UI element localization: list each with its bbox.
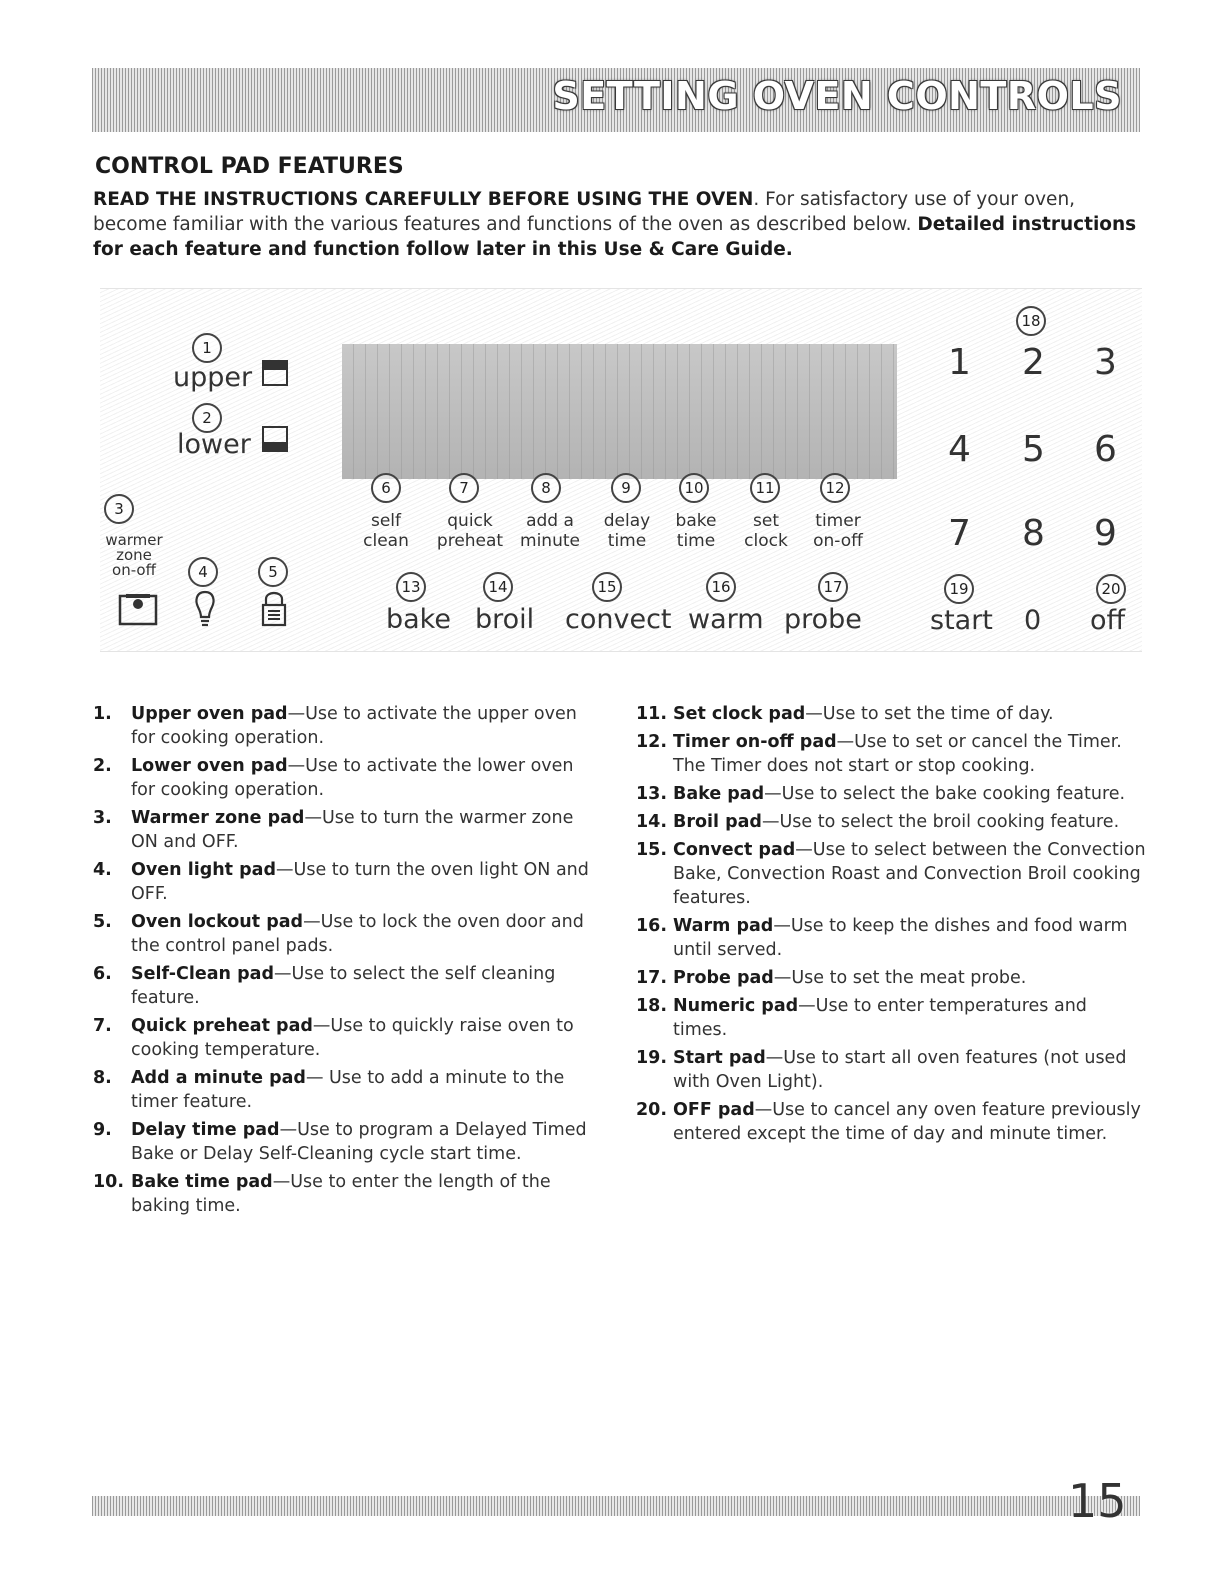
quick-preheat-line-2: preheat: [436, 531, 504, 551]
probe-pad[interactable]: probe: [784, 604, 862, 635]
marker-18: 18: [1016, 306, 1046, 336]
list-item: [93, 806, 603, 854]
marker-4: 4: [188, 557, 218, 587]
add-a-minute-line-1: add a: [526, 511, 574, 531]
item-name: Numeric pad: [673, 996, 799, 1016]
item-number: 19.: [636, 1048, 668, 1068]
item-name: Broil pad: [673, 812, 762, 832]
lower-oven-pad-label[interactable]: lower: [177, 429, 251, 460]
quick-preheat-pad[interactable]: [430, 511, 510, 551]
intro-bold-tail: Detailed instructions for each feature and function follow later in this Use & Care Guide.: [93, 214, 1137, 260]
add-a-minute-pad[interactable]: [510, 511, 590, 551]
marker-8: 8: [531, 473, 561, 503]
item-name: Timer on-off pad: [673, 732, 837, 752]
timer-on-off-pad[interactable]: [806, 511, 870, 551]
list-item: [636, 1098, 1146, 1146]
item-name: OFF pad: [673, 1100, 755, 1120]
intro-paragraph: [93, 187, 1138, 262]
item-number: 17.: [636, 968, 668, 988]
item-number: 7.: [93, 1016, 112, 1036]
self-clean-pad[interactable]: [356, 511, 416, 551]
warmer-zone-pad-label[interactable]: [103, 533, 165, 578]
self-clean-line-1: self: [370, 511, 402, 531]
warmer-zone-icon[interactable]: [118, 592, 160, 628]
list-item: [93, 1118, 603, 1166]
intro-text: . For satisfactory use of your oven, become familiar with the various features and functions of the oven as described below.: [93, 189, 1076, 235]
item-desc: —Use to select the broil cooking feature.: [761, 812, 1120, 832]
item-number: 11.: [636, 704, 668, 724]
add-a-minute-line-2: minute: [520, 531, 580, 551]
quick-preheat-line-1: quick: [447, 511, 493, 531]
marker-7: 7: [449, 473, 479, 503]
list-item: [636, 782, 1146, 806]
list-item: [636, 966, 1146, 990]
numeric-pad-6[interactable]: 6: [1094, 429, 1117, 470]
self-clean-line-2: clean: [363, 531, 409, 551]
marker-15: 15: [592, 572, 622, 602]
upper-oven-icon: [262, 360, 288, 386]
list-item: [93, 702, 603, 750]
item-name: Oven light pad: [131, 860, 277, 880]
numeric-pad-5[interactable]: 5: [1022, 429, 1045, 470]
item-name: Warmer zone pad: [131, 808, 305, 828]
item-desc: —Use to turn the oven light ON and OFF.: [131, 860, 589, 904]
control-panel-diagram: [100, 288, 1142, 652]
item-desc: —Use to set the time of day.: [805, 704, 1054, 724]
list-item: [93, 1170, 603, 1218]
numeric-pad-0[interactable]: 0: [1024, 605, 1042, 636]
marker-19: 19: [944, 574, 974, 604]
oven-lockout-icon[interactable]: [259, 588, 289, 628]
set-clock-line-2: clock: [744, 531, 788, 551]
list-item: [636, 838, 1146, 910]
section-heading: CONTROL PAD FEATURES: [95, 154, 404, 179]
item-name: Probe pad: [673, 968, 774, 988]
list-item: [636, 730, 1146, 778]
timer-on-off-line-2: on-off: [813, 531, 863, 551]
numeric-pad-8[interactable]: 8: [1022, 513, 1045, 554]
warmer-line-1: warmer: [105, 531, 163, 549]
bake-time-line-2: time: [676, 531, 716, 551]
item-desc: —Use to quickly raise oven to cooking temperature.: [131, 1016, 574, 1060]
intro-bold-lead: READ THE INSTRUCTIONS CAREFULLY BEFORE USING THE OVEN: [93, 189, 754, 210]
item-number: 16.: [636, 916, 668, 936]
item-name: Quick preheat pad: [131, 1016, 313, 1036]
item-number: 2.: [93, 756, 112, 776]
delay-time-line-2: time: [607, 531, 647, 551]
marker-13: 13: [396, 572, 426, 602]
page-banner: [92, 68, 1140, 132]
set-clock-pad[interactable]: [736, 511, 796, 551]
convect-pad[interactable]: convect: [565, 604, 672, 635]
marker-12: 12: [820, 473, 850, 503]
list-item: [93, 1014, 603, 1062]
marker-2: 2: [192, 403, 222, 433]
bake-time-pad[interactable]: [666, 511, 726, 551]
item-desc: —Use to enter temperatures and times.: [673, 996, 1087, 1040]
upper-oven-pad-label[interactable]: upper: [173, 362, 253, 393]
marker-5: 5: [258, 557, 288, 587]
item-number: 15.: [636, 840, 668, 860]
marker-16: 16: [706, 572, 736, 602]
numeric-pad-3[interactable]: 3: [1094, 342, 1117, 383]
item-number: 10.: [93, 1172, 125, 1192]
feature-list-right: [636, 702, 1146, 1150]
item-desc: —Use to start all oven features (not used with Oven Light).: [673, 1048, 1127, 1092]
item-name: Delay time pad: [131, 1120, 280, 1140]
set-clock-line-1: set: [753, 511, 779, 531]
marker-1: 1: [192, 333, 222, 363]
list-item: [636, 810, 1146, 834]
item-number: 18.: [636, 996, 668, 1016]
item-desc: —Use to set or cancel the Timer. The Timer does not start or stop cooking.: [673, 732, 1122, 776]
item-name: Warm pad: [673, 916, 774, 936]
item-name: Start pad: [673, 1048, 766, 1068]
item-number: 5.: [93, 912, 112, 932]
bake-pad[interactable]: bake: [386, 604, 451, 635]
item-desc: —Use to turn the warmer zone ON and OFF.: [131, 808, 574, 852]
warm-pad[interactable]: warm: [688, 604, 764, 635]
delay-time-pad[interactable]: [596, 511, 658, 551]
item-name: Upper oven pad: [131, 704, 288, 724]
item-number: 13.: [636, 784, 668, 804]
item-number: 20.: [636, 1100, 668, 1120]
marker-9: 9: [611, 473, 641, 503]
item-number: 1.: [93, 704, 112, 724]
item-name: Bake pad: [673, 784, 765, 804]
list-item: [93, 858, 603, 906]
item-name: Set clock pad: [673, 704, 806, 724]
display-window: [342, 344, 897, 479]
list-item: [93, 754, 603, 802]
lower-oven-icon: [262, 426, 288, 452]
numeric-pad-4[interactable]: 4: [948, 429, 971, 470]
numeric-pad-7[interactable]: 7: [948, 513, 971, 554]
item-name: Add a minute pad: [131, 1068, 306, 1088]
marker-20: 20: [1096, 574, 1126, 604]
marker-3: 3: [104, 494, 134, 524]
item-desc: —Use to select the self cleaning feature.: [131, 964, 556, 1008]
page-title: SETTING OVEN CONTROLS: [552, 74, 1122, 118]
feature-list-left: [93, 702, 603, 1222]
marker-6: 6: [371, 473, 401, 503]
item-name: Bake time pad: [131, 1172, 273, 1192]
list-item: [93, 910, 603, 958]
item-desc: —Use to activate the upper oven for cooking operation.: [131, 704, 577, 748]
item-number: 14.: [636, 812, 668, 832]
item-desc: — Use to add a minute to the timer feature.: [131, 1068, 565, 1112]
item-desc: —Use to enter the length of the baking time.: [131, 1172, 551, 1216]
list-item: [93, 1066, 603, 1114]
marker-17: 17: [818, 572, 848, 602]
item-desc: —Use to select the bake cooking feature.: [764, 784, 1126, 804]
item-name: Oven lockout pad: [131, 912, 304, 932]
list-item: [636, 994, 1146, 1042]
item-desc: —Use to set the meat probe.: [773, 968, 1027, 988]
oven-light-icon[interactable]: [192, 589, 218, 629]
marker-11: 11: [750, 473, 780, 503]
numeric-pad-9[interactable]: 9: [1094, 513, 1117, 554]
start-pad[interactable]: start: [930, 605, 993, 636]
item-number: 9.: [93, 1120, 112, 1140]
broil-pad[interactable]: broil: [475, 604, 535, 635]
item-name: Self-Clean pad: [131, 964, 274, 984]
item-number: 12.: [636, 732, 668, 752]
bake-time-line-1: bake: [675, 511, 717, 531]
item-desc: —Use to activate the lower oven for cooking operation.: [131, 756, 574, 800]
numeric-pad-2[interactable]: 2: [1022, 342, 1045, 383]
item-name: Convect pad: [673, 840, 796, 860]
warmer-line-2: zone: [116, 546, 152, 564]
off-pad[interactable]: off: [1090, 605, 1126, 636]
item-desc: —Use to program a Delayed Timed Bake or Delay Self-Cleaning cycle start time.: [131, 1120, 587, 1164]
delay-time-line-1: delay: [603, 511, 651, 531]
item-desc: —Use to keep the dishes and food warm until served.: [673, 916, 1128, 960]
item-name: Lower oven pad: [131, 756, 288, 776]
item-desc: —Use to cancel any oven feature previously entered except the time of day and minute timer.: [673, 1100, 1141, 1144]
list-item: [636, 1046, 1146, 1094]
warmer-line-3: on-off: [112, 561, 156, 579]
marker-10: 10: [679, 473, 709, 503]
item-number: 3.: [93, 808, 112, 828]
page-number: 15: [1068, 1474, 1127, 1528]
numeric-pad-1[interactable]: 1: [948, 342, 971, 383]
marker-14: 14: [483, 572, 513, 602]
timer-on-off-line-1: timer: [815, 511, 861, 531]
item-number: 4.: [93, 860, 112, 880]
item-desc: —Use to select between the Convection Bake, Convection Roast and Convection Broil cooking features.: [673, 840, 1146, 908]
item-number: 6.: [93, 964, 112, 984]
list-item: [636, 702, 1146, 726]
item-number: 8.: [93, 1068, 112, 1088]
item-desc: —Use to lock the oven door and the control panel pads.: [131, 912, 584, 956]
list-item: [636, 914, 1146, 962]
list-item: [93, 962, 603, 1010]
footer-bar: [92, 1496, 1140, 1516]
